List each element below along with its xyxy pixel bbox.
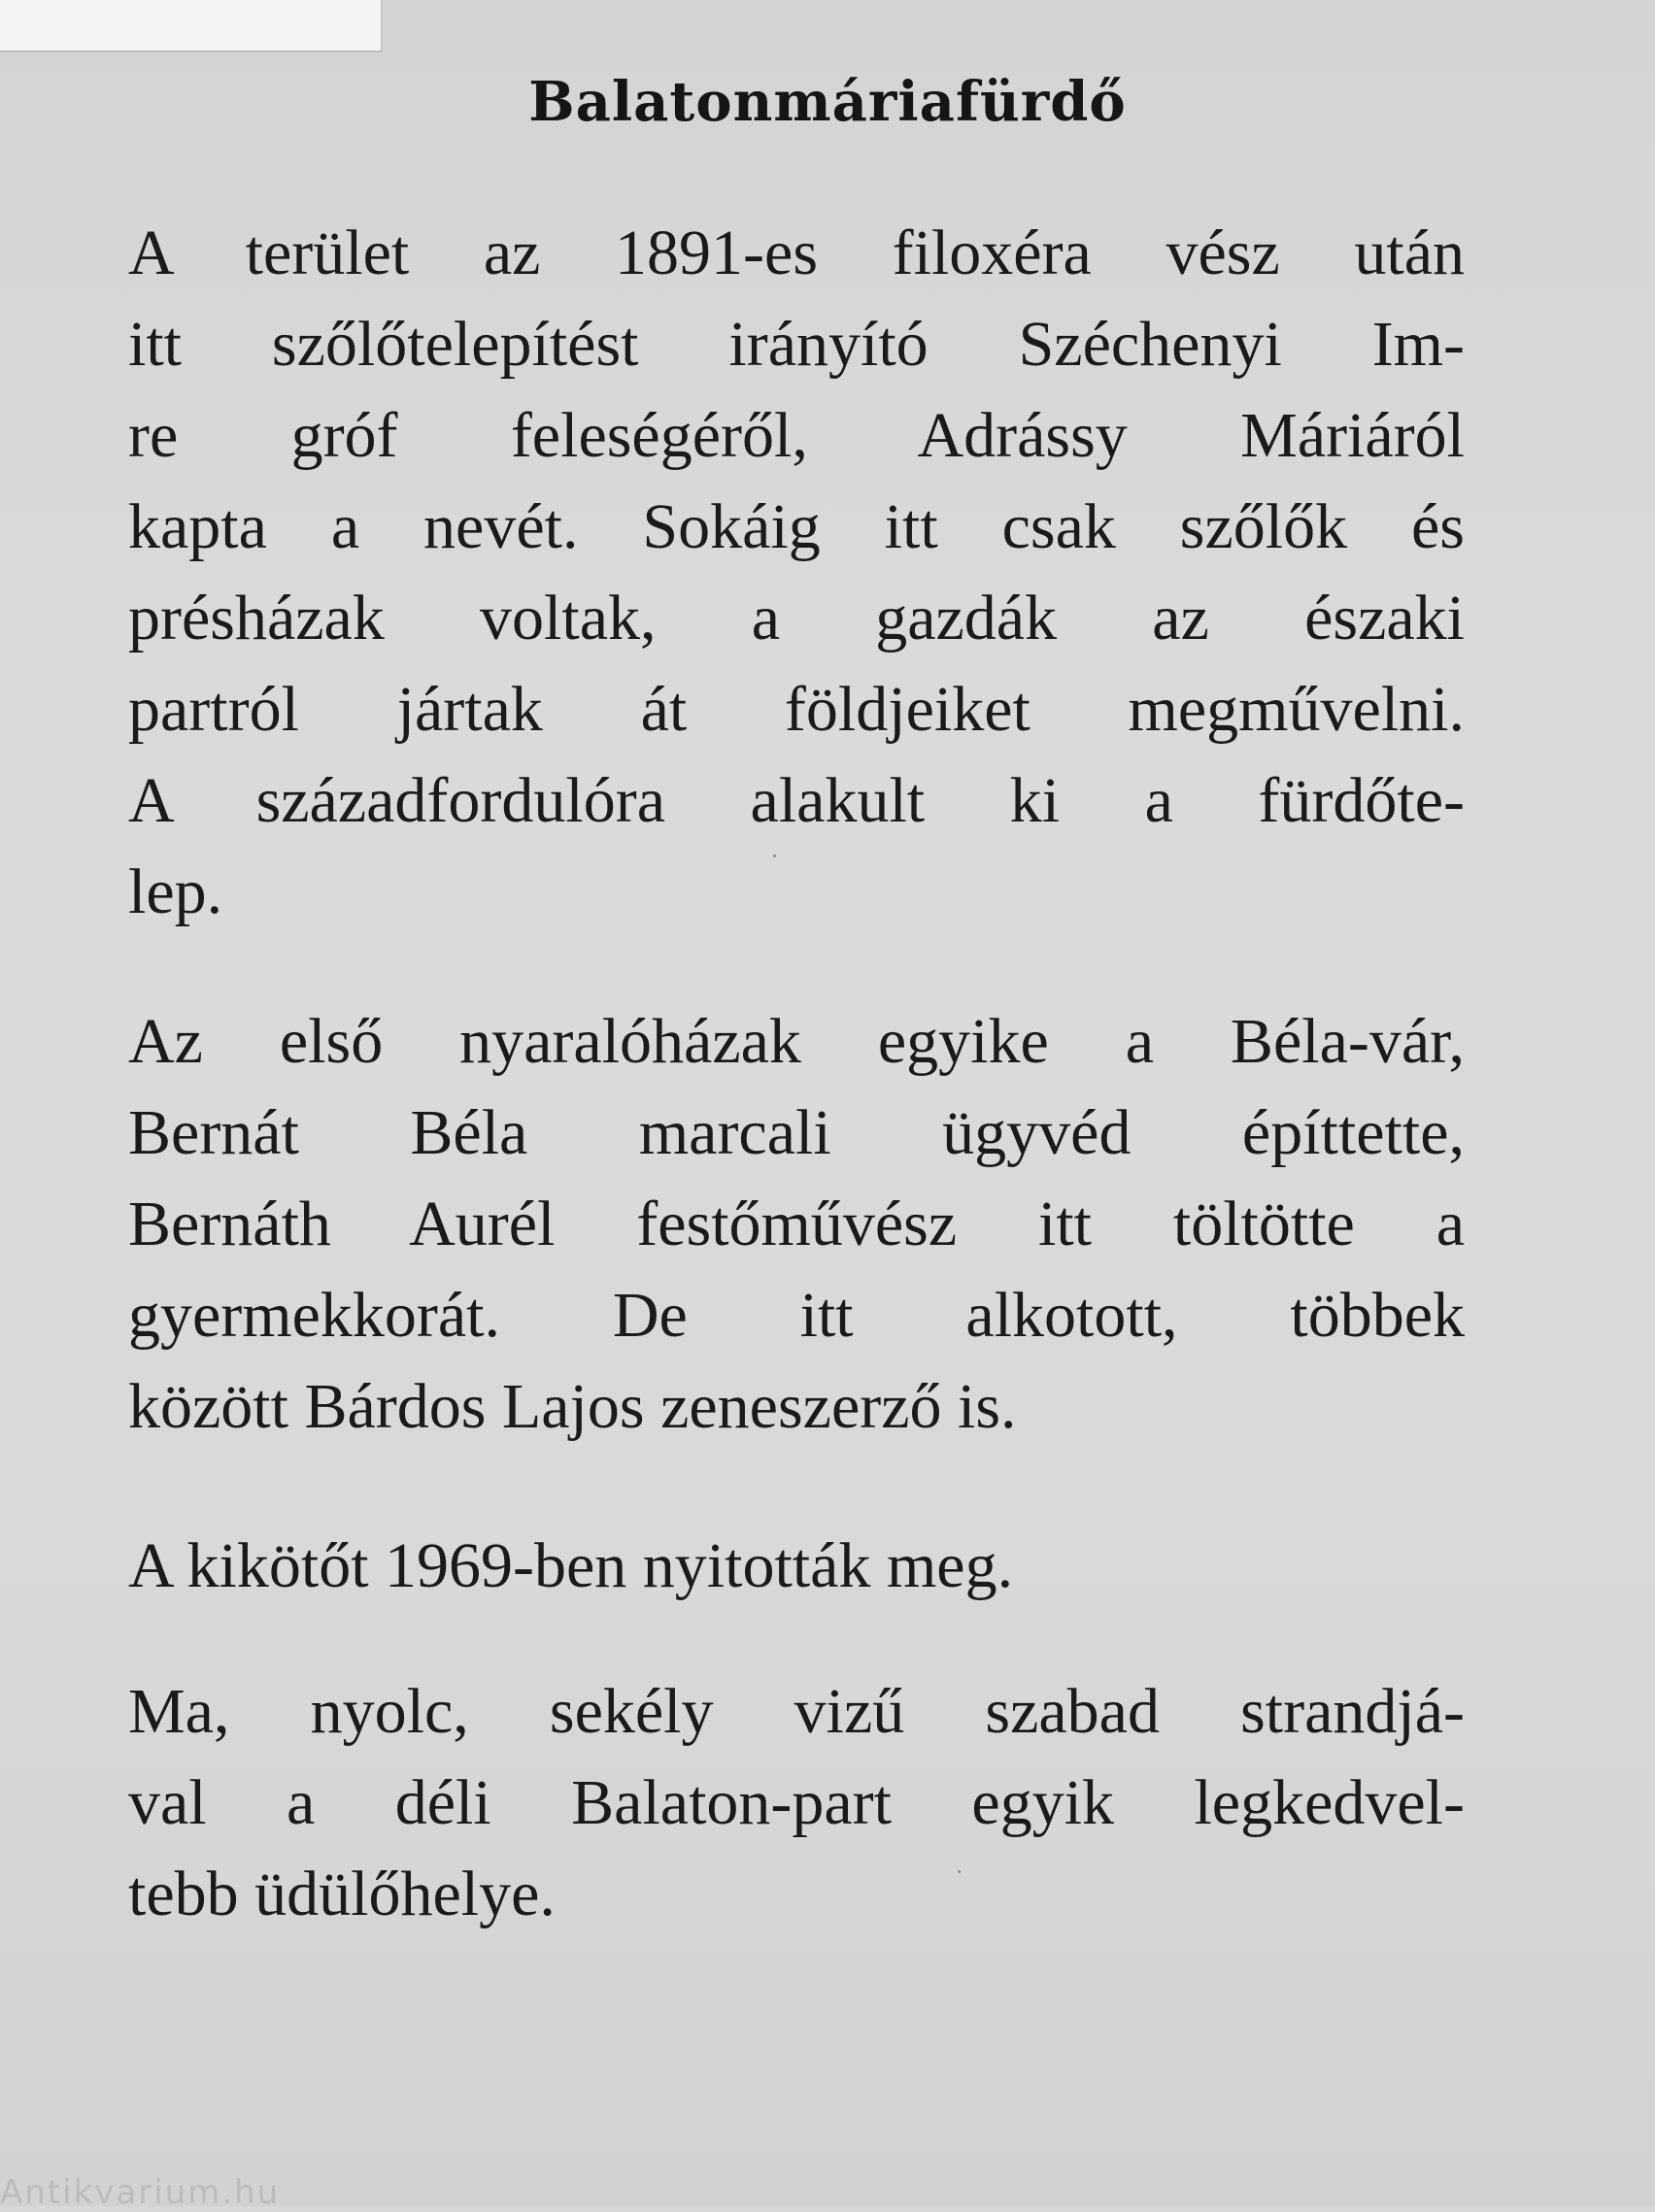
text-line: A századfordulóra alakult ki a fürdőte-: [128, 765, 1465, 836]
paper-corner-tab: [0, 0, 383, 52]
text-line: A terület az 1891-es filoxéra vész után: [128, 218, 1465, 288]
text-line: között Bárdos Lajos zeneszerző is.: [128, 1371, 1017, 1442]
text-line: kapta a nevét. Sokáig itt csak szőlők és: [128, 491, 1465, 562]
text-line: re gróf feleségéről, Adrássy Máriáról: [128, 400, 1465, 471]
paper-speck: [958, 1870, 961, 1873]
paper-speck: [773, 855, 776, 857]
text-line: Bernáth Aurél festőművész itt töltötte a: [128, 1189, 1465, 1259]
text-line: Ma, nyolc, sekély vizű szabad strandjá-: [128, 1676, 1465, 1747]
paragraph-history: [128, 208, 1465, 938]
text-line: partról jártak át földjeiket megművelni.: [128, 674, 1465, 745]
text-line: Bernát Béla marcali ügyvéd építtette,: [128, 1097, 1465, 1168]
text-line: présházak voltak, a gazdák az északi: [128, 583, 1465, 654]
text-line: val a déli Balaton-part egyik legkedvel-: [128, 1767, 1465, 1838]
text-line: itt szőlőtelepítést irányító Széchenyi Im-: [128, 309, 1465, 380]
text-line: lep.: [128, 856, 223, 927]
page-title: Balatonmáriafürdő: [528, 70, 1127, 134]
paragraph-harbor: [128, 1521, 1465, 1612]
paragraph-villas: [128, 996, 1465, 1453]
watermark-text: Antikvarium.hu: [0, 2173, 281, 2212]
paragraph-today: [128, 1666, 1465, 1940]
text-line: gyermekkorát. De itt alkotott, többek: [128, 1280, 1465, 1351]
text-line: tebb üdülőhelye.: [128, 1859, 556, 1929]
text-line: A kikötőt 1969-ben nyitották meg.: [128, 1530, 1014, 1601]
text-line: Az első nyaralóházak egyike a Béla-vár,: [128, 1006, 1465, 1077]
